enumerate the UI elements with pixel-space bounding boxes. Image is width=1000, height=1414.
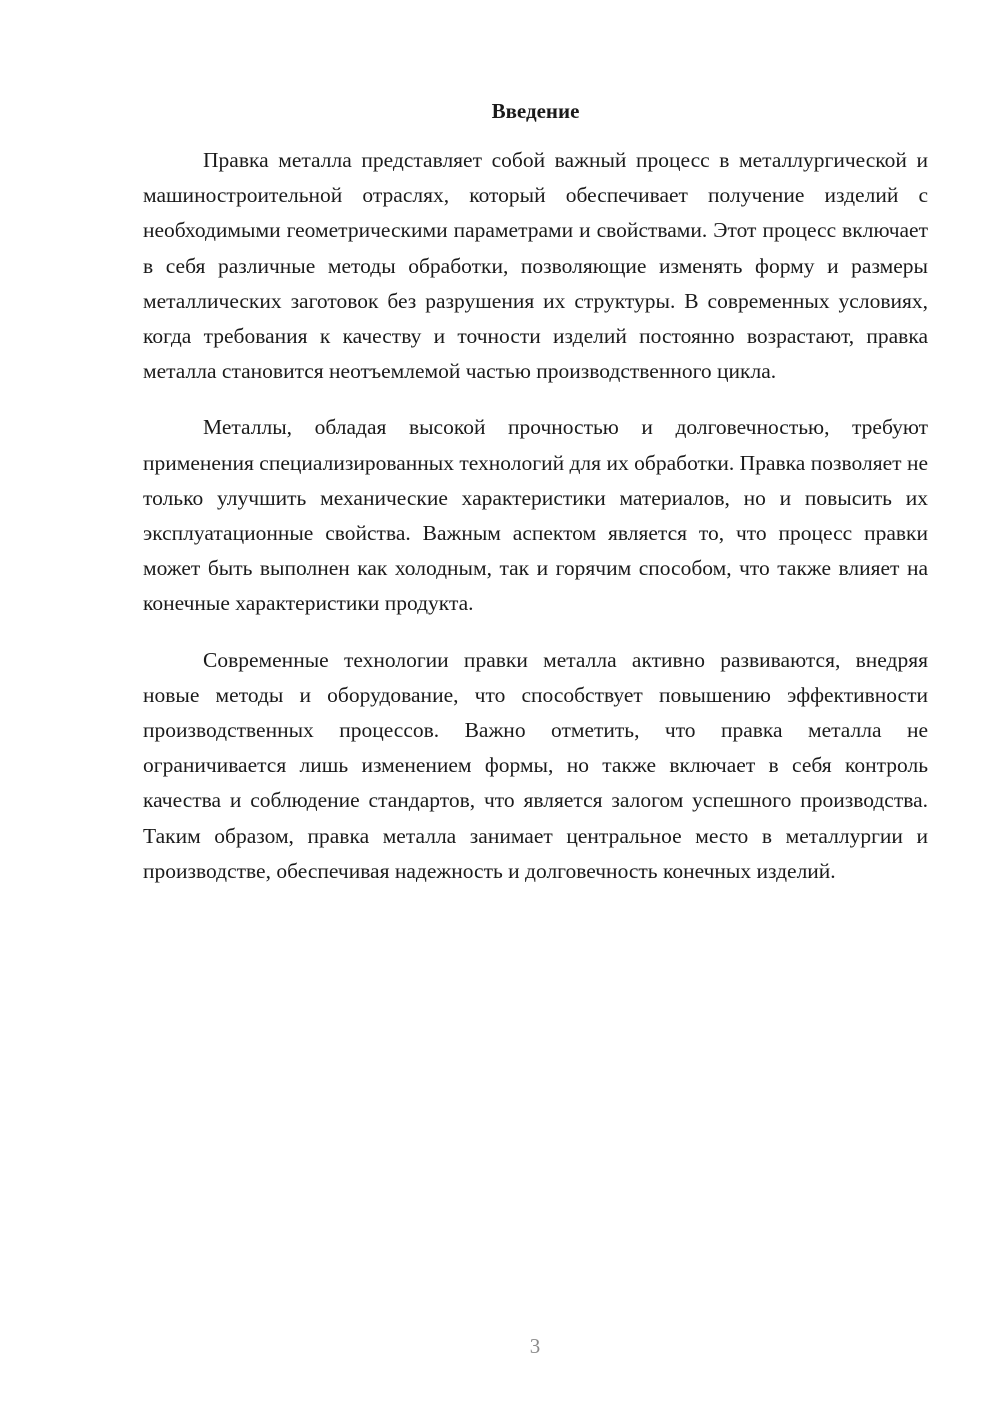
page-number: 3 bbox=[529, 1334, 541, 1358]
body-text bbox=[143, 143, 928, 910]
paragraph: Правка металла представляет собой важный процесс в металлургической и машиностроительной отраслях, который обеспечивает получение изделий с необходимыми геометрическими параметрами и свойствами. Этот процесс включает в себя различные методы обработки, позволяющие изменять форму и размеры металлических заготовок без разрушения их структуры. В современных условиях, когда требования к качеству и точности изделий постоянно возрастают, правка металла становится неотъемлемой частью производственного цикла. bbox=[143, 148, 928, 384]
paragraph: Металлы, обладая высокой прочностью и долговечностью, требуют применения специализированных технологий для их обработки. Правка позволяет не только улучшить механические характеристики материалов, но и повысить их эксплуатационные свойства. Важным аспектом является то, что процесс правки может быть выполнен как холодным, так и горячим способом, что также влияет на конечные характеристики продукта. bbox=[143, 415, 928, 616]
page-title: Введение bbox=[491, 99, 580, 123]
paragraph: Современные технологии правки металла активно развиваются, внедряя новые методы и оборудование, что способствует повышению эффективности производственных процессов. Важно отметить, что правка металла не ограничивается лишь изменением формы, но также включает в себя контроль качества и соблюдение стандартов, что является залогом успешного производства. Таким образом, правка металла занимает центральное место в металлургии и производстве, обеспечивая надежность и долговечность конечных изделий. bbox=[143, 647, 928, 883]
